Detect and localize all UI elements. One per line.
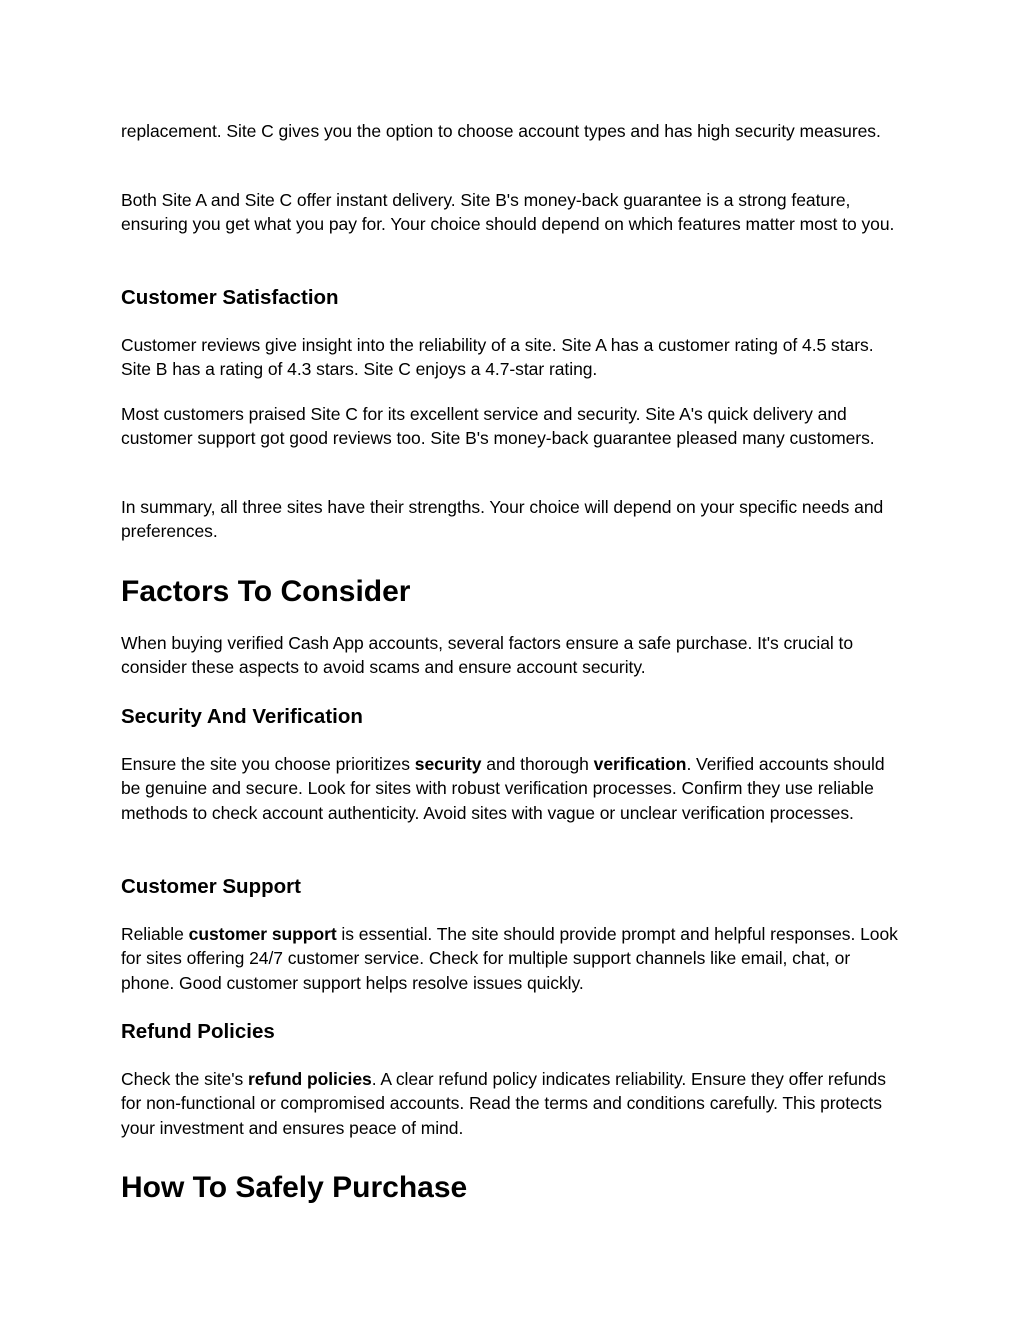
security-bold-verification: verification [593, 754, 687, 774]
paragraph-customer-satisfaction-3: In summary, all three sites have their strengths. Your choice will depend on your specific needs and preferences. [121, 497, 884, 542]
paragraph-intro-2: Both Site A and Site C offer instant delivery. Site B's money-back guarantee is a strong feature, ensuring you get what you pay for. Your choice should depend on which features matter most to you. [121, 190, 895, 235]
heading-customer-support: Customer Support [121, 875, 301, 898]
paragraph-security [121, 752, 906, 825]
heading-security-and-verification: Security And Verification [121, 705, 363, 728]
security-text-c: and thorough [481, 754, 594, 774]
heading-factors-to-consider: Factors To Consider [121, 575, 411, 608]
refund-text-c: . A clear refund policy indicates reliability. Ensure they offer refunds for non-functional or compromised accounts. Read the terms and conditions carefully. This protects your investment and ensures peace of mind. [121, 1069, 886, 1138]
paragraph-factors: When buying verified Cash App accounts, several factors ensure a safe purchase. It's crucial to consider these aspects to avoid scams and ensure account security. [121, 633, 854, 678]
heading-customer-satisfaction: Customer Satisfaction [121, 286, 339, 309]
heading-how-to-safely-purchase: How To Safely Purchase [121, 1171, 468, 1204]
heading-refund-policies: Refund Policies [121, 1020, 275, 1043]
paragraph-refund-policies [121, 1067, 906, 1140]
paragraph-customer-satisfaction-2: Most customers praised Site C for its excellent service and security. Site A's quick delivery and customer support got good reviews too. Site B's money-back guarantee pleased many customers. [121, 404, 875, 449]
paragraph-customer-satisfaction-1: Customer reviews give insight into the reliability of a site. Site A has a customer rating of 4.5 stars. Site B has a rating of 4.3 stars. Site C enjoys a 4.7-star rating. [121, 335, 874, 380]
security-text-a: Ensure the site you choose prioritizes [121, 754, 415, 774]
security-text-d: . Verified accounts should be genuine and secure. Look for sites with robust verification processes. Confirm they use reliable methods to check account authenticity. Avoid sites with vague or unclear verification processes. [121, 754, 885, 823]
security-bold-security: security [414, 754, 482, 774]
support-bold-customer-support: customer support [188, 924, 337, 944]
refund-bold-refund-policies: refund policies [248, 1069, 372, 1089]
refund-text-a: Check the site's [121, 1069, 248, 1089]
support-text-c: is essential. The site should provide prompt and helpful responses. Look for sites offering 24/7 customer service. Check for multiple support channels like email, chat, or phone. Good customer support helps resolve issues quickly. [121, 924, 898, 993]
paragraph-intro-1: replacement. Site C gives you the option to choose account types and has high security measures. [121, 121, 881, 141]
paragraph-customer-support [121, 922, 906, 995]
support-text-a: Reliable [121, 924, 189, 944]
